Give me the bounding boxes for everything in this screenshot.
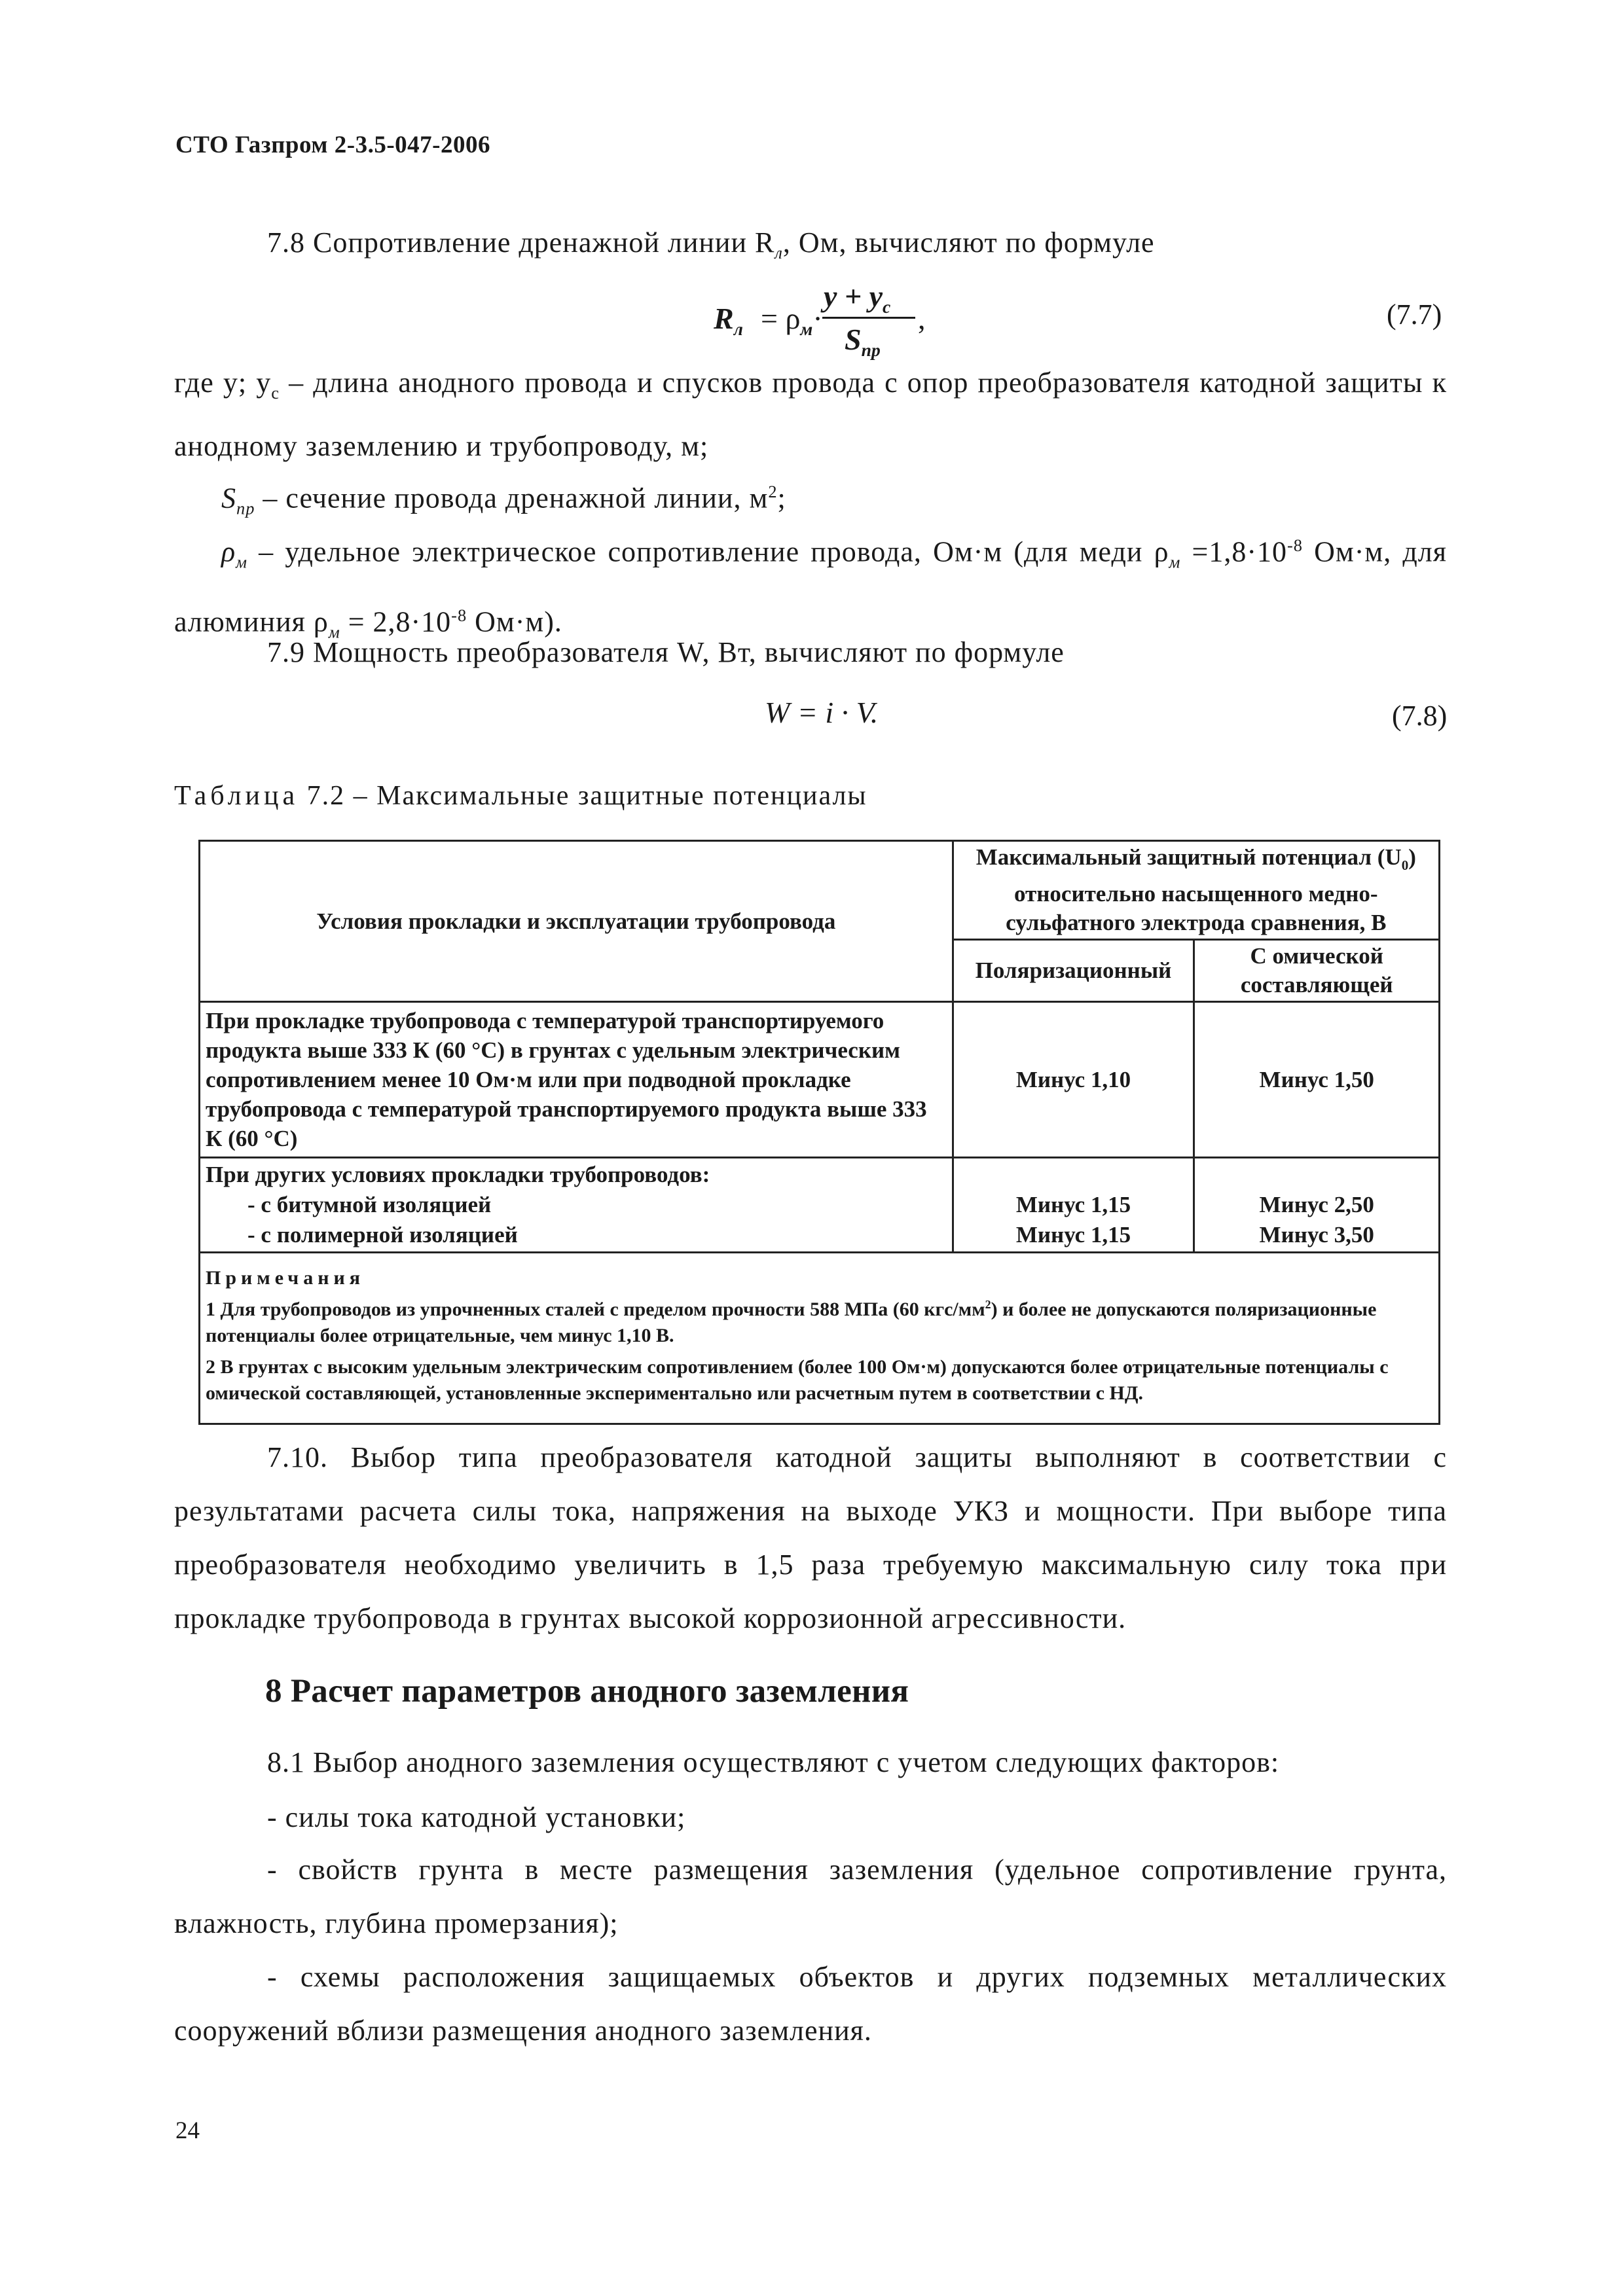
section-8-heading: 8 Расчет параметров анодного заземления: [265, 1673, 909, 1710]
fraction-numerator: $y + y_с$: [824, 279, 891, 317]
table-caption: Таблица 7.2 – Максимальные защитные потенциалы: [174, 781, 867, 811]
row2-ohmic: Минус 2,50 Минус 3,50: [1194, 1158, 1440, 1253]
definition-y: где y; $y_с$ – длина анодного провода и спусков провода с опор преобразователя катодной защиты к анодному заземлению и трубопроводу, м;: [174, 367, 1447, 462]
document-header: СТО Газпром 2-3.5-047-2006: [175, 132, 490, 158]
table-notes-row: [200, 1253, 1440, 1424]
fraction-bar: [822, 317, 915, 319]
header-max-potential: Максимальный защитный потенциал $(U_0)$ относительно насыщенного медно-сульфатного электрода сравнения, В: [953, 841, 1439, 940]
paragraph-7-10: 7.10. Выбор типа преобразователя катодной защиты выполняют в соответствии с результатами расчета силы тока, напряжения на выходе УКЗ и мощности. При выборе типа преобразователя необходимо увеличить в 1,5 раза требуемую максимальную силу тока при прокладке трубопровода в грунтах высокой коррозионной агрессивности.: [174, 1441, 1447, 1634]
table-row: [200, 1158, 1440, 1253]
row2-polarization: Минус 1,15 Минус 1,15: [953, 1158, 1194, 1253]
row1-ohmic: Минус 1,50: [1194, 1002, 1440, 1158]
equation-number-7-8: (7.8): [1392, 700, 1448, 732]
table-header-row: [200, 841, 1440, 940]
protective-potentials-table: [198, 840, 1440, 1425]
list-item: - свойств грунта в месте размещения заземления (удельное сопротивление грунта, влажность, глубина промерзания);: [174, 1854, 1447, 1939]
fraction-denominator: $S_{пр}$: [845, 323, 881, 361]
formula-7-7: $R_л$ = $\rho_м\cdot$ $y + y_с$ $S_{пр}$ ,: [714, 279, 926, 361]
definition-s: $S_{пр}$ – сечение провода дренажной линии, $м^2$;: [221, 482, 786, 518]
formula-7-8: W = i · V.: [765, 696, 879, 729]
paragraph-8-1: 8.1 Выбор анодного заземления осуществляют с учетом следующих факторов:: [267, 1746, 1280, 1778]
table-notes: [200, 1253, 1440, 1424]
page-number: 24: [175, 2117, 200, 2144]
list-item: - силы тока катодной установки;: [267, 1801, 686, 1833]
header-conditions: Условия прокладки и эксплуатации трубопровода: [200, 841, 953, 1002]
row1-condition: При прокладке трубопровода с температурой транспортируемого продукта выше 333 К (60 °С) в грунтах с удельным электрическим сопротивлением менее 10 Ом·м или при подводной прокладке трубопровода с температурой транспортируемого продукта выше 333 К (60 °С): [200, 1002, 953, 1158]
paragraph-7-9: 7.9 Мощность преобразователя W, Вт, вычисляют по формуле: [267, 636, 1065, 668]
subheader-ohmic: С омической составляющей: [1194, 940, 1440, 1002]
row2-condition: При других условиях прокладки трубопроводов: - с битумной изоляцией - с полимерной изоляцией: [200, 1158, 953, 1253]
list-item: - схемы расположения защищаемых объектов и других подземных металлических сооружений вблизи размещения анодного заземления.: [174, 1961, 1447, 2047]
note-1: 1 Для трубопроводов из упрочненных сталей с пределом прочности 588 МПа (60 кгс/$мм^2$) и более не допускаются поляризационные потенциалы более отрицательные, чем минус 1,10 В.: [206, 1298, 1377, 1346]
definition-rho: $\rho_м$ – удельное электрическое сопротивление провода, Ом·м (для меди $\rho_м =1,8\cdot 10^{-8}$ Ом·м, для алюминия $\rho_м = 2,8\cdot 10^{-8}$ Ом·м).: [174, 535, 1447, 642]
notes-title: Примечания: [206, 1267, 365, 1289]
subheader-polarization: Поляризационный: [953, 940, 1194, 1002]
row1-polarization: Минус 1,10: [953, 1002, 1194, 1158]
table-row: [200, 1002, 1440, 1158]
equation-number-7-7: (7.7): [1387, 298, 1442, 331]
note-2: 2 В грунтах с высоким удельным электрическим сопротивлением (более 100 Ом·м) допускаются более отрицательные потенциалы с омической составляющей, установленные экспериментально или расчетным путем в соответствии с НД.: [206, 1356, 1389, 1404]
paragraph-7-8: 7.8 Сопротивление дренажной линии $R_л$, Ом, вычисляют по формуле: [267, 226, 1155, 262]
